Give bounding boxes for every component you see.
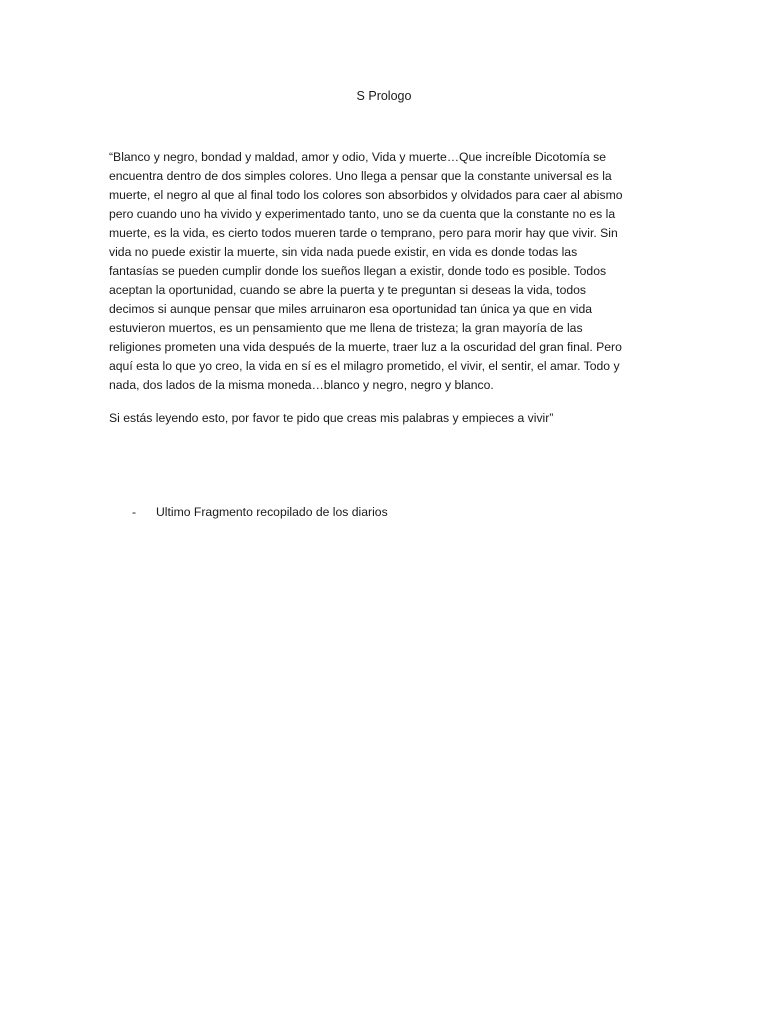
fragment-list-item (132, 503, 388, 522)
paragraph-line: encuentra dentro de dos simples colores. Uno llega a pensar que la constante universal es la (109, 169, 612, 183)
paragraph-line: muerte, el negro al que al final todo los colores son absorbidos y olvidados para caer al abismo (109, 188, 623, 202)
paragraph-line: fantasías se pueden cumplir donde los sueños llegan a existir, donde todo es posible. Todos (109, 264, 607, 278)
document-title: S Prologo (356, 89, 412, 103)
paragraph-line: aceptan la oportunidad, cuando se abre la puerta y te preguntan si deseas la vida, todos (109, 283, 586, 297)
paragraph-line: vida no puede existir la muerte, sin vida nada puede existir, en vida es donde todas las (109, 245, 578, 259)
paragraph-line: religiones prometen una vida después de la muerte, traer luz a la oscuridad del gran final. Pero (109, 340, 622, 354)
list-item-text: Ultimo Fragmento recopilado de los diarios (156, 505, 388, 519)
paragraph-line: estuvieron muertos, es un pensamiento que me llena de tristeza; la gran mayoría de las (109, 321, 583, 335)
paragraph-line: muerte, es la vida, es cierto todos mueren tarde o temprano, pero para morir hay que vivir. Sin (109, 226, 618, 240)
list-bullet: - (132, 505, 137, 519)
paragraph-line: nada, dos lados de la misma moneda…blanco y negro, negro y blanco. (109, 378, 494, 392)
paragraph-line: aquí esta lo que yo creo, la vida en sí es el milagro prometido, el vivir, el sentir, el amar. Todo y (109, 359, 620, 373)
paragraph-line: “Blanco y negro, bondad y maldad, amor y odio, Vida y muerte…Que increíble Dicotomía se (109, 150, 607, 164)
closing-line: Si estás leyendo esto, por favor te pido que creas mis palabras y empieces a vivir” (109, 411, 554, 425)
paragraph-line: decimos si aunque pensar que miles arruinaron esa oportunidad tan única ya que en vida (109, 302, 593, 316)
prologue-paragraph (109, 148, 669, 395)
paragraph-line: pero cuando uno ha vivido y experimentado tanto, uno se da cuenta que la constante no es la (109, 207, 616, 221)
